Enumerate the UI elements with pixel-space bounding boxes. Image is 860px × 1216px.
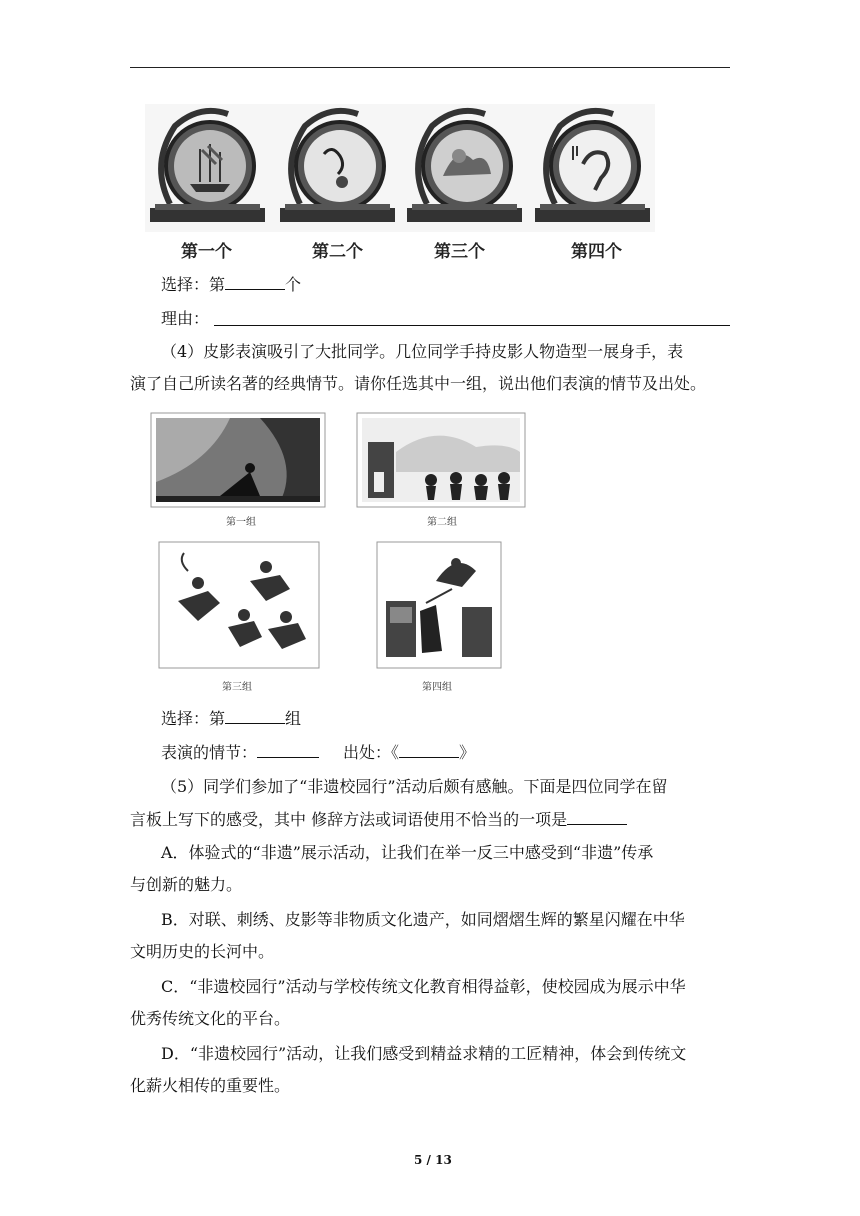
q4-source-label: 出处：《 (343, 743, 400, 762)
embroidery-screens-figure (145, 104, 655, 232)
q4-line-2: 演了自己所读名著的经典情节。请你任选其中一组，说出他们表演的情节及出处。 (130, 374, 707, 393)
q4-plot-source-line (161, 741, 475, 764)
q4-plot-label: 表演的情节： (161, 743, 258, 762)
screen-caption-1: 第一个 (181, 242, 232, 262)
q5-option-c-line-1: C．“非遗校园行”活动与学校传统文化教育相得益彰，使校园成为展示中华 (161, 977, 686, 996)
puppet-group-3-panel (158, 541, 320, 669)
q3-reason-blank[interactable] (214, 325, 730, 326)
q3-choose-blank[interactable] (225, 273, 285, 290)
page-number: 5 / 13 (414, 1153, 452, 1167)
q4-choose-blank[interactable] (225, 707, 285, 724)
q4-source-close: 》 (459, 743, 476, 762)
q3-choose-prefix: 选择：第 (161, 275, 226, 294)
screen-caption-3: 第三个 (434, 242, 485, 262)
q4-line-1: （4）皮影表演吸引了大批同学。几位同学手持皮影人物造型一展身手，表 (161, 342, 684, 361)
q4-plot-blank[interactable] (257, 741, 319, 758)
puppet-group-2-panel (356, 412, 526, 508)
q4-source-blank[interactable] (399, 741, 459, 758)
puppet-group-1-panel (150, 412, 326, 508)
q5-option-b-line-2: 文明历史的长河中。 (130, 942, 275, 961)
q5-answer-blank[interactable] (567, 808, 627, 825)
q5-option-c-line-2: 优秀传统文化的平台。 (130, 1009, 291, 1028)
q5-line-2 (130, 808, 627, 831)
puppet-group-2-illustration (356, 412, 526, 508)
q5-option-d-line-1: D．“非遗校园行”活动，让我们感受到精益求精的工匠精神，体会到传统文 (161, 1044, 687, 1063)
puppet-group-3-illustration (158, 541, 320, 669)
puppet-group-4-panel (376, 541, 502, 669)
q4-choose-suffix: 组 (285, 709, 302, 728)
header-rule (130, 67, 730, 68)
puppet-group-2-caption: 第二组 (427, 517, 457, 528)
screen-caption-2: 第二个 (312, 242, 363, 262)
embroidery-screens-illustration (145, 104, 655, 232)
q3-choose-line (161, 273, 301, 296)
q5-line-2-text: 言板上写下的感受，其中 修辞方法或词语使用不恰当的一项是 (130, 810, 568, 829)
puppet-group-3-caption: 第三组 (222, 682, 252, 693)
q4-choose-line (161, 707, 301, 730)
puppet-group-4-illustration (376, 541, 502, 669)
puppet-group-1-caption: 第一组 (226, 517, 256, 528)
puppet-group-4-caption: 第四组 (422, 682, 452, 693)
q3-reason-label: 理由： (161, 309, 210, 328)
q5-option-a-line-2: 与创新的魅力。 (130, 875, 243, 894)
q3-choose-suffix: 个 (285, 275, 302, 294)
q5-line-1: （5）同学们参加了“非遗校园行”活动后颇有感触。下面是四位同学在留 (161, 777, 668, 796)
screen-caption-4: 第四个 (571, 242, 622, 262)
q5-option-d-line-2: 化薪火相传的重要性。 (130, 1076, 291, 1095)
q4-choose-prefix: 选择：第 (161, 709, 226, 728)
q5-option-a-line-1: A．体验式的“非遗”展示活动，让我们在举一反三中感受到“非遗”传承 (161, 843, 654, 862)
q3-reason-line (161, 308, 209, 330)
puppet-group-1-illustration (150, 412, 326, 508)
q5-option-b-line-1: B．对联、刺绣、皮影等非物质文化遗产，如同熠熠生辉的繁星闪耀在中华 (161, 910, 685, 929)
